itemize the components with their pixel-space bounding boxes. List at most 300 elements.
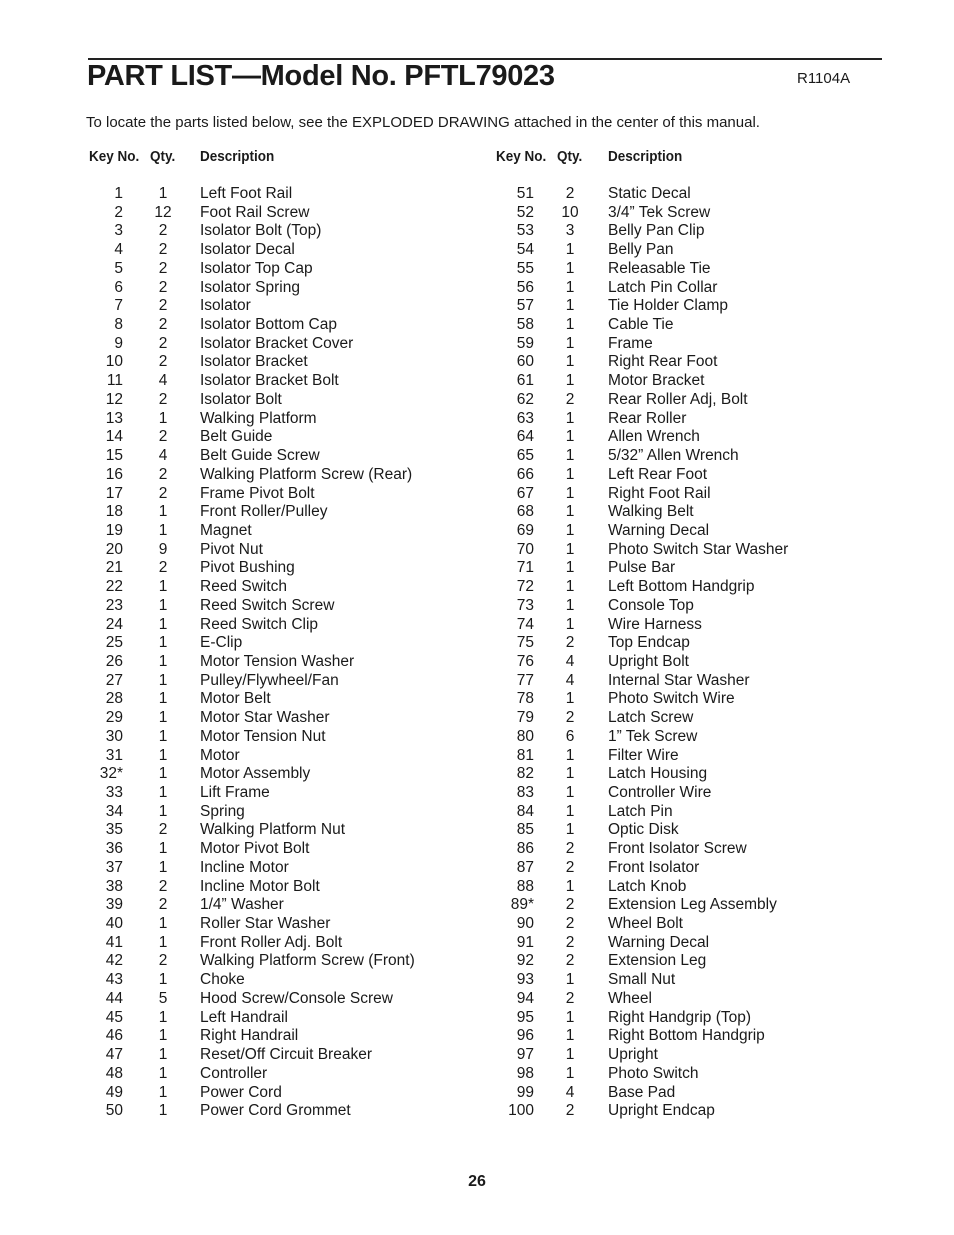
part-row [0,241,470,260]
part-description: Right Rear Foot [608,353,718,371]
part-qty: 1 [565,802,575,820]
part-qty: 1 [158,1008,168,1026]
part-description: Filter Wire [608,746,679,764]
part-description: Motor Bracket [608,372,705,390]
part-description: Static Decal [608,185,691,202]
part-description: Left Handrail [200,1008,288,1026]
part-description: Isolator Bracket [200,353,308,371]
part-key-no: 20 [105,540,123,558]
header-qty-right: Qty. [557,149,583,165]
part-row [0,709,470,728]
part-description: Front Roller Adj. Bolt [200,933,343,951]
part-qty: 1 [158,765,168,783]
part-row [470,990,954,1009]
part-row [0,428,470,447]
part-qty: 1 [565,540,575,558]
part-description: Latch Knob [608,877,687,895]
part-description: Walking Belt [608,503,694,521]
part-qty: 1 [565,334,575,352]
part-description: Right Handgrip (Top) [608,1008,752,1026]
part-key-no: 88 [516,877,534,895]
part-qty: 2 [158,316,168,334]
part-key-no: 6 [114,278,123,296]
part-description: Extension Leg [608,952,707,970]
part-qty: 1 [565,484,575,502]
parts-list-left [0,185,470,1121]
part-description: Latch Pin Collar [608,278,718,296]
part-qty: 2 [158,428,168,446]
part-qty: 1 [158,802,168,820]
part-key-no: 26 [105,652,123,670]
part-qty: 4 [565,652,575,670]
part-qty: 1 [158,185,168,202]
part-qty: 2 [565,989,575,1007]
part-qty: 2 [565,933,575,951]
part-description: Latch Housing [608,765,708,783]
part-description: Front Isolator Screw [608,840,747,858]
part-description: Walking Platform Screw (Front) [200,952,415,970]
part-qty: 1 [158,521,168,539]
part-row [470,934,954,953]
part-description: Frame [608,334,653,352]
part-description: Small Nut [608,971,676,989]
part-description: Lift Frame [200,784,270,801]
part-key-no: 5 [114,259,123,277]
part-description: 1” Tek Screw [608,727,698,745]
part-qty: 2 [565,1102,575,1120]
part-key-no: 73 [516,596,534,614]
part-description: Top Endcap [608,634,690,652]
part-key-no: 100 [508,1102,534,1120]
part-key-no: 27 [105,671,123,689]
part-row [470,840,954,859]
part-row [470,653,954,672]
part-key-no: 16 [105,465,123,483]
part-qty: 1 [565,521,575,539]
part-key-no: 58 [516,316,534,334]
part-row [470,765,954,784]
part-qty: 1 [158,1102,168,1120]
part-row [470,859,954,878]
part-qty: 1 [565,971,575,989]
part-qty: 4 [565,1083,575,1101]
part-description: Isolator Spring [200,278,300,296]
part-row [0,840,470,859]
part-row [0,372,470,391]
part-qty: 1 [565,877,575,895]
part-row [0,204,470,223]
part-row [0,316,470,335]
part-row [0,485,470,504]
part-key-no: 62 [516,390,534,408]
part-qty: 2 [158,334,168,352]
part-qty: 2 [565,952,575,970]
part-row [0,672,470,691]
part-description: Belly Pan [608,241,674,259]
part-key-no: 79 [516,709,534,727]
part-row [470,1009,954,1028]
part-description: Belt Guide [200,428,273,446]
part-key-no: 44 [105,989,123,1007]
part-qty: 1 [565,784,575,801]
part-key-no: 1 [114,185,123,202]
part-qty: 1 [565,615,575,633]
part-description: Isolator Bolt [200,390,282,408]
part-row [0,1046,470,1065]
part-row [0,990,470,1009]
part-row [470,616,954,635]
part-row [470,297,954,316]
part-qty: 1 [565,1027,575,1045]
part-description: Motor Pivot Bolt [200,840,310,858]
part-row [0,1009,470,1028]
part-row [0,859,470,878]
part-key-no: 99 [516,1083,534,1101]
part-key-no: 9 [114,334,123,352]
part-qty: 2 [158,390,168,408]
part-description: Pulse Bar [608,559,676,577]
part-qty: 2 [565,858,575,876]
part-description: Warning Decal [608,521,710,539]
part-qty: 1 [565,241,575,259]
parts-list-right [470,185,954,1121]
part-row [0,578,470,597]
part-description: Isolator Bracket Bolt [200,372,339,390]
part-description: Rear Roller [608,409,687,427]
part-qty: 1 [565,765,575,783]
part-description: Upright Bolt [608,652,689,670]
part-description: Motor Tension Washer [200,652,355,670]
part-qty: 1 [158,915,168,933]
part-description: Allen Wrench [608,428,700,446]
part-key-no: 19 [105,521,123,539]
part-key-no: 25 [105,634,123,652]
part-row [0,634,470,653]
part-row [0,952,470,971]
part-row [0,653,470,672]
part-qty: 2 [565,634,575,652]
part-key-no: 89* [510,896,534,914]
part-key-no: 39 [105,896,123,914]
part-qty: 1 [158,671,168,689]
part-key-no: 35 [105,821,123,839]
part-row [470,803,954,822]
part-qty: 2 [158,821,168,839]
part-description: 5/32” Allen Wrench [608,447,739,465]
part-description: Left Foot Rail [200,185,293,202]
part-key-no: 56 [516,278,534,296]
part-qty: 1 [565,465,575,483]
part-row [0,222,470,241]
part-qty: 4 [158,447,168,465]
part-key-no: 29 [105,709,123,727]
part-description: Isolator Bolt (Top) [200,222,322,240]
part-description: Releasable Tie [608,259,711,277]
part-qty: 1 [158,1046,168,1064]
part-key-no: 53 [516,222,534,240]
part-qty: 1 [565,259,575,277]
part-key-no: 68 [516,503,534,521]
part-row [0,747,470,766]
part-qty: 1 [565,578,575,596]
part-key-no: 30 [105,727,123,745]
part-description: Isolator Bracket Cover [200,334,354,352]
part-row [0,410,470,429]
part-description: Extension Leg Assembly [608,896,777,914]
part-key-no: 64 [516,428,534,446]
part-row [0,297,470,316]
part-qty: 1 [565,1064,575,1082]
part-key-no: 87 [516,858,534,876]
part-row [0,896,470,915]
part-key-no: 71 [516,559,534,577]
header-description-right: Description [608,149,683,165]
part-qty: 1 [565,353,575,371]
part-description: Pivot Nut [200,540,263,558]
part-description: Power Cord [200,1083,282,1101]
part-key-no: 95 [516,1008,534,1026]
part-description: 3/4” Tek Screw [608,203,711,221]
part-row [0,541,470,560]
part-qty: 1 [565,1008,575,1026]
part-description: Isolator Bottom Cap [200,316,337,334]
part-description: Motor Star Washer [200,709,330,727]
part-description: Console Top [608,596,694,614]
part-key-no: 41 [105,933,123,951]
part-row [0,784,470,803]
part-row [470,316,954,335]
part-key-no: 90 [516,915,534,933]
part-row [470,541,954,560]
part-description: Foot Rail Screw [200,203,310,221]
header-key-no-left: Key No. [89,149,140,165]
part-description: Controller Wire [608,784,712,801]
part-qty: 1 [565,372,575,390]
part-qty: 1 [158,615,168,633]
part-description: Left Bottom Handgrip [608,578,755,596]
part-qty: 5 [158,989,168,1007]
part-row [470,260,954,279]
part-row [0,466,470,485]
part-row [470,784,954,803]
part-row [470,747,954,766]
part-description: Magnet [200,521,252,539]
part-row [470,185,954,204]
part-description: Belt Guide Screw [200,447,320,465]
part-key-no: 69 [516,521,534,539]
part-row [0,1102,470,1121]
part-description: Latch Screw [608,709,694,727]
part-row [470,709,954,728]
part-qty: 4 [565,671,575,689]
part-description: Incline Motor Bolt [200,877,320,895]
part-key-no: 34 [105,802,123,820]
part-row [0,915,470,934]
part-row [470,335,954,354]
part-row [0,803,470,822]
part-qty: 2 [565,185,575,202]
part-row [0,391,470,410]
part-description: Photo Switch [608,1064,699,1082]
part-qty: 2 [158,559,168,577]
part-description: Choke [200,971,245,989]
part-description: Reed Switch [200,578,288,596]
part-qty: 2 [158,465,168,483]
part-qty: 1 [158,784,168,801]
part-qty: 2 [158,278,168,296]
part-row [470,597,954,616]
part-key-no: 92 [516,952,534,970]
part-row [470,728,954,747]
part-qty: 1 [158,727,168,745]
part-key-no: 74 [516,615,534,633]
part-description: Right Handrail [200,1027,299,1045]
part-row [470,204,954,223]
part-key-no: 21 [105,559,123,577]
part-row [0,728,470,747]
part-key-no: 82 [516,765,534,783]
part-key-no: 65 [516,447,534,465]
part-qty: 1 [158,409,168,427]
part-key-no: 85 [516,821,534,839]
part-key-no: 80 [516,727,534,745]
part-description: Motor Tension Nut [200,727,326,745]
part-qty: 1 [158,933,168,951]
part-qty: 9 [158,540,168,558]
part-row [470,1046,954,1065]
part-key-no: 17 [105,484,123,502]
part-key-no: 61 [516,372,534,390]
part-key-no: 40 [105,915,123,933]
part-row [470,1084,954,1103]
part-qty: 2 [565,840,575,858]
part-description: Left Rear Foot [608,465,708,483]
part-key-no: 57 [516,297,534,315]
part-qty: 1 [158,858,168,876]
part-description: Controller [200,1064,268,1082]
part-qty: 2 [158,896,168,914]
part-key-no: 72 [516,578,534,596]
part-qty: 4 [158,372,168,390]
part-row [0,597,470,616]
part-row [470,578,954,597]
part-key-no: 43 [105,971,123,989]
part-key-no: 66 [516,465,534,483]
part-qty: 12 [154,203,172,221]
part-qty: 1 [158,1083,168,1101]
part-qty: 1 [158,746,168,764]
intro-text: To locate the parts listed below, see the EXPLODED DRAWING attached in the center of this manual. [86,114,760,131]
part-description: Photo Switch Star Washer [608,540,789,558]
part-description: 1/4” Washer [200,896,284,914]
part-row [470,410,954,429]
part-row [0,559,470,578]
part-row [470,821,954,840]
part-description: Spring [200,802,245,820]
part-qty: 6 [565,727,575,745]
part-description: Photo Switch Wire [608,690,735,708]
part-description: Internal Star Washer [608,671,750,689]
part-key-no: 47 [105,1046,123,1064]
part-description: Front Roller/Pulley [200,503,328,521]
part-qty: 2 [158,259,168,277]
part-row [0,335,470,354]
part-key-no: 4 [114,241,123,259]
part-description: Isolator Top Cap [200,259,313,277]
part-row [0,1084,470,1103]
part-row [470,896,954,915]
part-row [0,616,470,635]
part-description: Base Pad [608,1083,676,1101]
part-row [470,522,954,541]
part-qty: 2 [565,915,575,933]
part-row [470,428,954,447]
part-description: Motor Belt [200,690,271,708]
part-description: Latch Pin [608,802,673,820]
part-qty: 2 [158,222,168,240]
part-qty: 1 [565,559,575,577]
part-qty: 1 [565,746,575,764]
part-key-no: 98 [516,1064,534,1082]
part-description: Power Cord Grommet [200,1102,351,1120]
part-description: Optic Disk [608,821,679,839]
part-row [470,447,954,466]
page-number: 26 [468,1173,486,1190]
part-row [470,915,954,934]
part-qty: 1 [158,578,168,596]
part-key-no: 36 [105,840,123,858]
part-key-no: 96 [516,1027,534,1045]
part-qty: 1 [158,596,168,614]
part-row [470,634,954,653]
part-description: Upright Endcap [608,1102,715,1120]
part-key-no: 84 [516,802,534,820]
part-key-no: 75 [516,634,534,652]
part-row [470,222,954,241]
part-key-no: 93 [516,971,534,989]
part-key-no: 18 [105,503,123,521]
part-row [470,1027,954,1046]
part-row [0,934,470,953]
header-qty-left: Qty. [150,149,176,165]
part-description: Isolator Decal [200,241,295,259]
part-qty: 3 [565,222,575,240]
part-row [470,878,954,897]
part-description: Wire Harness [608,615,702,633]
part-row [0,522,470,541]
part-row [0,821,470,840]
part-description: Isolator [200,297,251,315]
part-qty: 2 [158,484,168,502]
part-qty: 1 [565,447,575,465]
part-description: Motor Assembly [200,765,311,783]
part-qty: 2 [158,353,168,371]
part-description: Front Isolator [608,858,700,876]
part-description: Roller Star Washer [200,915,331,933]
part-qty: 2 [565,390,575,408]
part-description: Tie Holder Clamp [608,297,729,315]
part-key-no: 83 [516,784,534,801]
part-qty: 1 [565,278,575,296]
part-key-no: 63 [516,409,534,427]
part-key-no: 12 [105,390,123,408]
part-description: Motor [200,746,240,764]
header-description-left: Description [200,149,275,165]
part-row [470,952,954,971]
part-description: Pivot Bushing [200,559,295,577]
part-row [0,185,470,204]
part-description: Right Foot Rail [608,484,711,502]
